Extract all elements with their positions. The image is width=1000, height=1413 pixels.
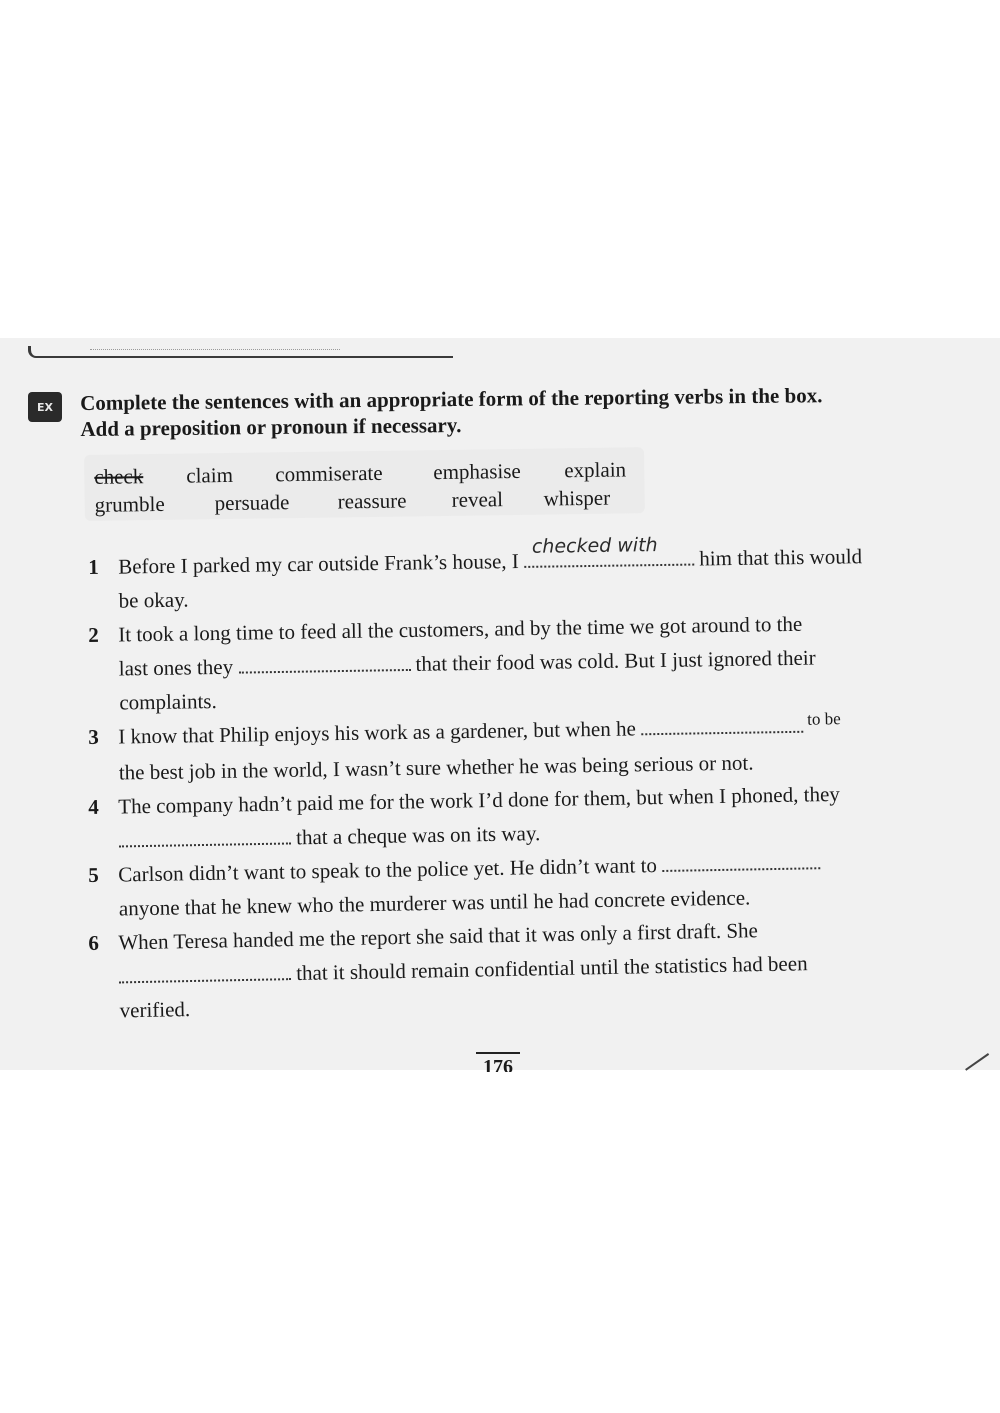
item-text: I know that Philip enjoys his work as a gardener, but when he	[118, 716, 642, 749]
word-reassure: reassure	[337, 488, 407, 514]
item-number: 6	[88, 930, 100, 955]
answer-gap[interactable]	[641, 713, 803, 736]
item-line: anyone that he knew who the murderer was until he had concrete evidence.	[118, 885, 751, 921]
exercise-icon: EX	[28, 392, 62, 422]
sentence-list	[88, 534, 938, 1028]
word-persuade: persuade	[214, 490, 290, 516]
item-number: 2	[88, 622, 99, 647]
item-text: that it should remain confidential until the statistics had been	[290, 951, 808, 986]
instruction-line-2: Add a preposition or pronoun if necessary.	[80, 413, 462, 441]
answer-gap[interactable]	[119, 960, 291, 983]
item-text: to be	[802, 709, 841, 729]
item-line: The company hadn’t paid me for the work I’d done for them, but when I phoned, they	[118, 781, 840, 819]
answer-gap[interactable]	[238, 651, 410, 674]
word-emphasise: emphasise	[433, 458, 521, 485]
word-grumble: grumble	[94, 491, 165, 517]
item-number: 1	[88, 554, 99, 579]
item-line: It took a long time to feed all the customers, and by the time we got around to the	[118, 611, 803, 647]
page-number: 176	[476, 1052, 520, 1072]
answer-gap[interactable]	[662, 849, 820, 872]
word-reveal: reveal	[451, 487, 504, 512]
header-rule-shadow	[90, 343, 340, 350]
item-text: last ones they	[118, 654, 239, 681]
item-text: him that this would	[693, 544, 863, 571]
item-line: When Teresa handed me the report she said that it was only a first draft. She	[118, 918, 759, 955]
word-box	[84, 447, 645, 521]
word-explain: explain	[564, 457, 627, 483]
list-item	[88, 605, 939, 720]
item-number: 5	[88, 862, 100, 887]
word-check: check	[94, 464, 144, 489]
item-line: complaints.	[119, 688, 217, 715]
word-claim: claim	[186, 462, 234, 488]
item-text: Before I parked my car outside Frank’s house, I	[118, 548, 525, 579]
item-line: the best job in the world, I wasn’t sure whether he was being serious or not.	[118, 750, 754, 785]
item-text: Carlson didn’t want to speak to the police yet. He didn’t want to	[118, 852, 663, 887]
list-item	[88, 910, 940, 1028]
item-line: be okay.	[118, 587, 189, 613]
item-line: verified.	[119, 997, 191, 1023]
instruction-line-1: Complete the sentences with an appropriate form of the reporting verbs in the box.	[80, 383, 823, 415]
item-text: that their food was cold. But I just ignored their	[410, 645, 816, 676]
item-text: that a cheque was on its way.	[290, 821, 541, 850]
exercise-instruction	[80, 381, 920, 442]
answer-gap[interactable]	[119, 824, 291, 847]
word-commiserate: commiserate	[275, 460, 383, 487]
item-number: 3	[88, 724, 99, 749]
handwritten-answer: checked with	[531, 534, 658, 558]
word-whisper: whisper	[543, 485, 611, 511]
answer-gap[interactable]	[524, 534, 694, 568]
item-number: 4	[88, 794, 100, 819]
